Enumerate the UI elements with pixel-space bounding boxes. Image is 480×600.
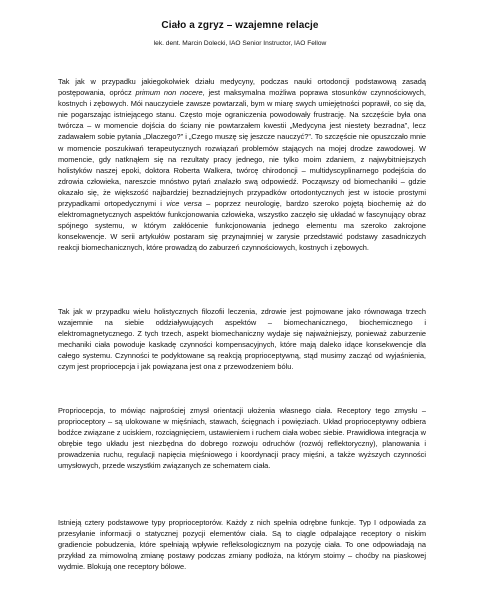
paragraph-1-part-1: Tak jak w przypadku jakiegokolwiek działu medycyny, podczas nauki ortodoncji podstawową zasadą postępowania, oprócz [58, 77, 426, 98]
paragraph-1-italic-phrase: primum non nocere [135, 88, 203, 98]
paragraph-1 [58, 76, 426, 254]
paragraph-1-part-2: , jest maksymalna możliwa poprawa stosunków czynnościowych, kostnych i zębowych. Mói nauczyciele zawsze powtarzali, bym w miarę swych umiejętności poprawił, co się da, nie pogarszając istniejącego stanu. Często moje ograniczenia powodowały frustrację. Na szczęście była ona twórcza – w momencie dojścia do ściany nie powtarzałem kwestii „Medycyna jest niestety bezradna”, lecz zadawałem sobie pytania „Dlaczego?” i „Czego muszę się jeszcze nauczyć?”. To szczęście nie opuszczało mnie w momencie poszukiwań terapeutycznych rozwiązań problemów stających na mojej drodze zawodowej. W momencie, gdy natknąłem się na rezultaty pracy jednego, nie tylko moim zdaniem, z najwybitniejszych holistyków naszej epoki, doktora Roberta Walkera, twórcę chirodoncji – multidyscyplinarnego podejścia do zdrowia człowieka, nareszcie mnóstwo pytań znalazło swą odpowiedź. Począwszy od biomechaniki – gdzie okazało się, że większość najbardziej beznadziejnych przypadków ortodontycznych jest w istocie prostymi przypadkami ortopedycznymi i [58, 88, 426, 209]
paragraph-2: Tak jak w przypadku wielu holistycznych filozofii leczenia, zdrowie jest pojmowane jako równowaga trzech wzajemnie na siebie oddziaływujących aspektów – biomechanicznego, biochemicznego i elektromagnetycznego. Z tych trzech, aspekt biomechaniczny wydaje się najważniejszy, ponieważ zaburzenie mechaniki ciała powoduje kaskadę czynności kompensacyjnych, które mają daleko idące konsekwencje dla całego systemu. Czynności te podyktowane są reakcją proprioceptywną, stąd musimy zacząć od wyjaśnienia, czym jest propriocepcja i jak powiązana jest ona z przewodzeniem bólu. [58, 307, 426, 372]
paragraph-4: Istnieją cztery podstawowe typy proprioceptorów. Każdy z nich spełnia odrębne funkcje. Typ I odpowiada za przesyłanie informacji o statycznej pozycji elementów ciała. Są to ciągle odpalające receptory o niskim gradiencie pobudzenia, które spełniają wpływie refleksologicznym na pozycję ciała. To one odpowiadają na przykład za mimowolną zmianę postawy podczas zmiany podłoża, na którym stoimy – choćby na piaskowej wydmie. Blokują one receptory bólowe. [58, 518, 426, 572]
document-title: Ciało a zgryz – wzajemne relacje [161, 20, 319, 31]
paragraph-1-part-3: – poprzez neurologię, bardzo szeroko pojętą biochemię aż do elektromagnetycznych aspektów funkcjonowania człowieka, wszystko zaczęło się układać w fascynujący obraz spójnego systemu, w którym zakłócenie funkcjonowania jednego elementu ma szeroko zakrojone konsekwencje. W serii artykułów postaram się przynajmniej w zarysie przedstawić podstawy zasadniczych reakcji biomechanicznych, które prowadzą do zaburzeń czynnościowych, kostnych i zębowych. [58, 199, 426, 253]
paragraph-1-italic-phrase-2: vice versa [166, 199, 202, 209]
author-line: lek. dent. Marcin Dolecki, IAO Senior Instructor, IAO Fellow [153, 40, 327, 47]
paragraph-3: Propriocepcja, to mówiąc najprościej zmysł orientacji ułożenia własnego ciała. Receptory tego zmysłu – proprioceptory – są ulokowane w mięśniach, stawach, ścięgnach i powięziach. Układ proprioceptywny odbiera bodźce związane z uciskiem, rozciągnięciem, ustawieniem i ruchem ciała wobec siebie. Prawidłowa integracja w obrębie tego układu jest niezbędna do dobrego rozwoju odruchów (rozwój reflektoryczny), planowania i prowadzenia ruchu, regulacji napięcia mięśniowego i koordynacji pracy mięśni, a także wyższych czynności umysłowych, przede wszystkim związanych ze schematem ciała. [58, 406, 426, 471]
